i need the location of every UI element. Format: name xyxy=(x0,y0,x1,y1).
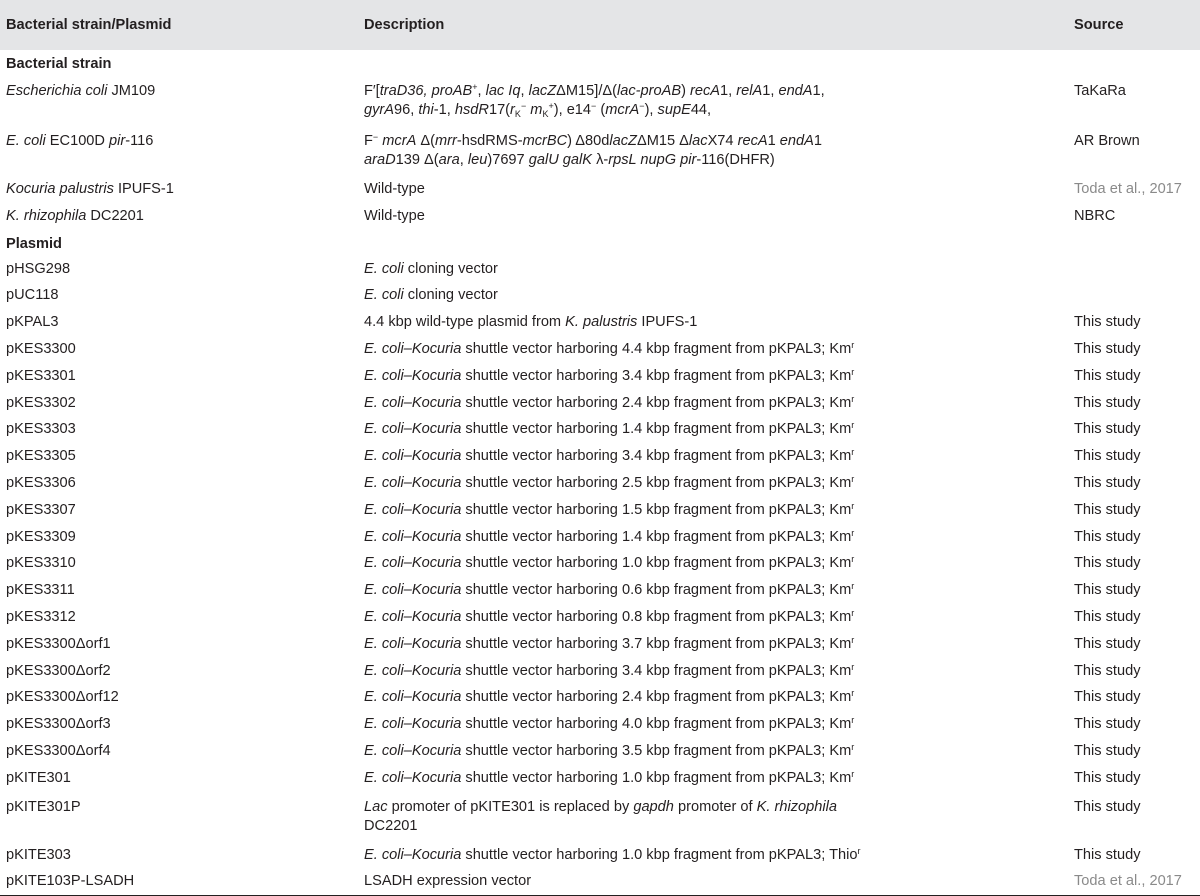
plasmid-description: E. coli–Kocuria shuttle vector harboring 0.6 kbp fragment from pKPAL3; Km$^r$ xyxy=(364,581,855,599)
header-source: Source xyxy=(1074,17,1124,33)
plasmid-description: E. coli–Kocuria shuttle vector harboring 1.5 kbp fragment from pKPAL3; Km$^r$ xyxy=(364,500,855,518)
plasmid-source: This study xyxy=(1074,474,1141,491)
plasmid-name: pKES3300Δorf3 xyxy=(6,716,111,733)
plasmid-description: E. coli–Kocuria shuttle vector harboring 2.5 kbp fragment from pKPAL3; Km$^r$ xyxy=(364,473,855,491)
table-row xyxy=(0,470,1200,497)
plasmid-name: pKES3310 xyxy=(6,555,76,572)
plasmid-name: pKES3302 xyxy=(6,394,76,411)
plasmid-description: E. coli–Kocuria shuttle vector harboring 3.4 kbp fragment from pKPAL3; Km$^r$ xyxy=(364,366,855,384)
plasmid-description: E. coli–Kocuria shuttle vector harboring 3.7 kbp fragment from pKPAL3; Km$^r$ xyxy=(364,634,855,652)
table-row xyxy=(0,765,1200,792)
plasmid-description: E. coli–Kocuria shuttle vector harboring 3.4 kbp fragment from pKPAL3; Km$^r$ xyxy=(364,447,855,465)
plasmid-source: This study xyxy=(1074,662,1141,679)
plasmid-description: Lac promoter of pKITE301 is replaced by gapdh promoter of K. rhizophila DC2201 xyxy=(364,798,837,834)
plasmid-name: pKES3312 xyxy=(6,608,76,625)
plasmid-source: This study xyxy=(1074,846,1141,863)
strain-genotype: F− mcrA Δ(mrr-hsdRMS-mcrBC) Δ80dlacZΔM15 ΔlacX74 recA1 endA1 araD139 Δ(ara, leu)7697 galU galK λ-rpsL nupG pir-116(DHFR) xyxy=(364,132,822,168)
table-row xyxy=(0,792,1200,842)
plasmid-name: pKES3300Δorf4 xyxy=(6,742,111,759)
plasmid-description: E. coli–Kocuria shuttle vector harboring 4.4 kbp fragment from pKPAL3; Km$^r$ xyxy=(364,339,855,357)
section-label: Plasmid xyxy=(6,235,62,252)
plasmid-name: pKES3303 xyxy=(6,421,76,438)
plasmid-name: pKITE301 xyxy=(6,769,71,786)
plasmid-source xyxy=(1068,282,1200,309)
section-plasmid xyxy=(0,230,1200,256)
strain-name: E. coli EC100D pir-116 xyxy=(6,133,154,149)
section-bacterial-strain xyxy=(0,50,1200,76)
plasmid-description: E. coli–Kocuria shuttle vector harboring 1.0 kbp fragment from pKPAL3; Km$^r$ xyxy=(364,554,855,572)
plasmid-source xyxy=(1068,256,1200,283)
plasmid-description: E. coli–Kocuria shuttle vector harboring 1.4 kbp fragment from pKPAL3; Km$^r$ xyxy=(364,420,855,438)
header-description: Description xyxy=(364,17,445,33)
strain-source: AR Brown xyxy=(1074,133,1140,149)
plasmid-source: This study xyxy=(1074,367,1141,384)
plasmid-name: pHSG298 xyxy=(6,260,71,277)
table-row xyxy=(0,256,1200,283)
plasmid-source: This study xyxy=(1074,340,1141,357)
plasmid-name: pKPAL3 xyxy=(6,314,59,331)
plasmid-source: This study xyxy=(1074,528,1141,545)
plasmid-description: E. coli cloning vector xyxy=(364,260,498,277)
plasmid-description: E. coli–Kocuria shuttle vector harboring 1.0 kbp fragment from pKPAL3; Km$^r$ xyxy=(364,768,855,786)
plasmid-source: This study xyxy=(1074,582,1141,599)
plasmid-description: E. coli–Kocuria shuttle vector harboring 2.4 kbp fragment from pKPAL3; Km$^r$ xyxy=(364,393,855,411)
table-row xyxy=(0,524,1200,551)
table-header-row xyxy=(0,0,1200,50)
table-row xyxy=(0,336,1200,363)
header-strain-plasmid: Bacterial strain/Plasmid xyxy=(6,17,172,33)
table-row xyxy=(0,309,1200,336)
plasmid-description: E. coli–Kocuria shuttle vector harboring 1.4 kbp fragment from pKPAL3; Km$^r$ xyxy=(364,527,855,545)
plasmid-source: This study xyxy=(1074,555,1141,572)
plasmid-source: This study xyxy=(1074,448,1141,465)
plasmid-description: E. coli–Kocuria shuttle vector harboring 4.0 kbp fragment from pKPAL3; Km$^r$ xyxy=(364,715,855,733)
plasmid-source: This study xyxy=(1074,394,1141,411)
table-row xyxy=(0,577,1200,604)
plasmid-description: LSADH expression vector xyxy=(358,868,1068,895)
plasmid-name: pKES3300Δorf2 xyxy=(6,662,111,679)
strain-description: Wild-type xyxy=(364,181,425,197)
plasmid-name: pKES3300Δorf1 xyxy=(6,635,111,652)
section-label: Bacterial strain xyxy=(6,56,112,72)
plasmid-source: This study xyxy=(1074,635,1141,652)
strain-genotype: F′[traD36, proAB+, lac Iq, lacZΔM15]/Δ(lac-proAB) recA1, relA1, endA1, gyrA96, thi-1, $hsdR17(r_K^-$ $m_K^+$), e14− (mcrA−), supE44, xyxy=(364,82,825,119)
plasmid-description: E. coli–Kocuria shuttle vector harboring 2.4 kbp fragment from pKPAL3; Km$^r$ xyxy=(364,688,855,706)
table-row xyxy=(0,390,1200,417)
strain-source: NBRC xyxy=(1074,207,1116,224)
table-row xyxy=(0,842,1200,869)
table-row xyxy=(0,416,1200,443)
plasmid-description: E. coli–Kocuria shuttle vector harboring 3.5 kbp fragment from pKPAL3; Km$^r$ xyxy=(364,741,855,759)
strain-description: Wild-type xyxy=(364,207,425,224)
table-row xyxy=(0,176,1200,203)
plasmid-name: pKES3307 xyxy=(6,501,76,518)
plasmid-description: E. coli–Kocuria shuttle vector harboring 1.0 kbp fragment from pKPAL3; Thio$^r$ xyxy=(364,845,861,863)
plasmid-source: This study xyxy=(1074,798,1141,815)
table-row xyxy=(0,658,1200,685)
table-row xyxy=(0,868,1200,895)
plasmid-name: pKITE303 xyxy=(6,846,71,863)
plasmid-name: pKES3306 xyxy=(6,474,76,491)
table-row xyxy=(0,76,1200,126)
strain-source-citation: Toda et al., 2017 xyxy=(1074,181,1182,197)
plasmid-description: E. coli–Kocuria shuttle vector harboring 3.4 kbp fragment from pKPAL3; Km$^r$ xyxy=(364,661,855,679)
plasmid-source: This study xyxy=(1074,742,1141,759)
plasmid-name: pKITE301P xyxy=(6,798,81,815)
strain-name: Kocuria palustris IPUFS-1 xyxy=(6,181,174,197)
table-row xyxy=(0,711,1200,738)
plasmid-name: pKITE103P-LSADH xyxy=(0,868,358,895)
plasmid-name: pKES3300Δorf12 xyxy=(6,689,119,706)
strain-name: Escherichia coli JM109 xyxy=(6,83,156,99)
plasmid-name: pUC118 xyxy=(6,287,59,304)
strain-name: K. rhizophila DC2201 xyxy=(6,207,144,224)
table-row xyxy=(0,126,1200,176)
plasmid-source-citation: Toda et al., 2017 xyxy=(1068,868,1200,895)
plasmid-source: This study xyxy=(1074,501,1141,518)
table-row xyxy=(0,738,1200,765)
plasmid-source: This study xyxy=(1074,608,1141,625)
table-row xyxy=(0,282,1200,309)
plasmid-name: pKES3305 xyxy=(6,448,76,465)
table-row xyxy=(0,631,1200,658)
strain-source: TaKaRa xyxy=(1074,83,1126,99)
plasmid-source: This study xyxy=(1074,769,1141,786)
table-row xyxy=(0,604,1200,631)
plasmid-name: pKES3300 xyxy=(6,340,76,357)
table-row xyxy=(0,497,1200,524)
plasmid-source: This study xyxy=(1074,421,1141,438)
plasmid-source: This study xyxy=(1074,689,1141,706)
plasmid-description: E. coli cloning vector xyxy=(364,287,498,304)
plasmid-source: This study xyxy=(1074,716,1141,733)
plasmid-name: pKES3301 xyxy=(6,367,76,384)
plasmid-source: This study xyxy=(1074,314,1141,331)
plasmid-name: pKES3309 xyxy=(6,528,76,545)
plasmid-description: 4.4 kbp wild-type plasmid from K. palustris IPUFS-1 xyxy=(364,314,698,331)
table-row xyxy=(0,684,1200,711)
table-row xyxy=(0,550,1200,577)
plasmid-description: E. coli–Kocuria shuttle vector harboring 0.8 kbp fragment from pKPAL3; Km$^r$ xyxy=(364,607,855,625)
table-row xyxy=(0,203,1200,230)
table-row xyxy=(0,363,1200,390)
table-row xyxy=(0,443,1200,470)
plasmid-name: pKES3311 xyxy=(6,582,75,599)
